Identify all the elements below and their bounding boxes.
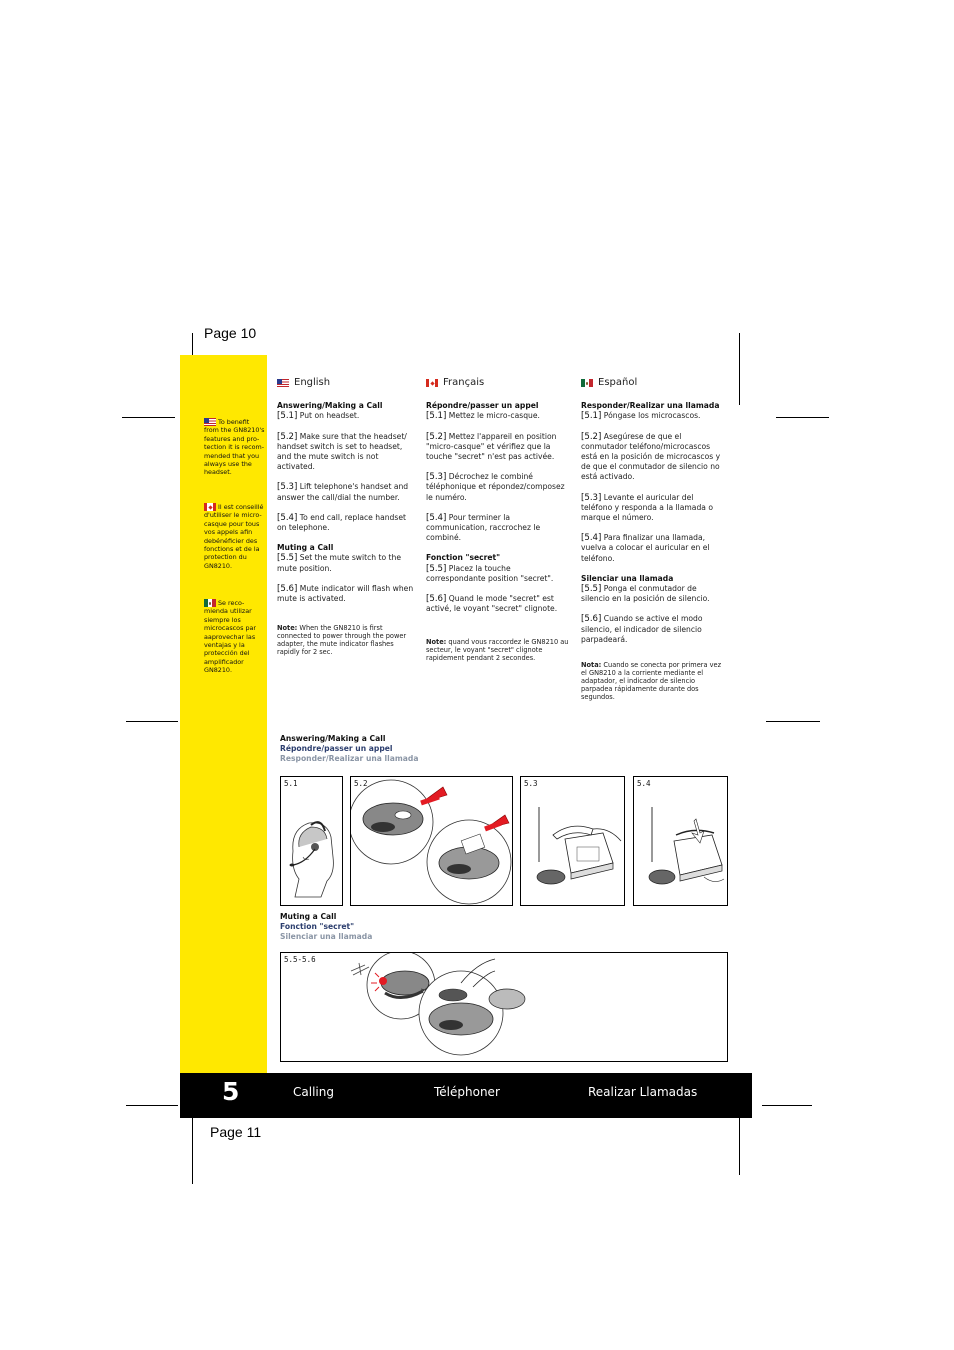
- section-heading: Muting a Call: [277, 543, 334, 553]
- note: Note: quand vous raccordez le GN8210 au secteur, le voyant "secret" clignote rapidement pendant 2 secondes.: [426, 638, 569, 663]
- step: [5.3] Lift telephone's handset and answer the call/dial the number.: [277, 482, 409, 502]
- language-heading: Français: [426, 378, 571, 388]
- chapter-title-spanish: Realizar Llamadas: [588, 1085, 698, 1099]
- figure-caption-muting: Muting a Call Fonction "secret" Silenciar una llamada: [280, 912, 373, 941]
- step: [5.2] Make sure that the headset/ handset switch is set to headset, and the mute switch is not activated.: [277, 431, 407, 472]
- crop-mark: [762, 1105, 812, 1106]
- crop-mark: [122, 417, 175, 418]
- crop-mark: [126, 1105, 178, 1106]
- page-label-bottom: Page 11: [210, 1124, 262, 1140]
- step: [5.1] Put on headset.: [277, 411, 360, 422]
- step: [5.5] Set the mute switch to the mute position.: [277, 553, 401, 573]
- figure-5-3: 5.3: [520, 776, 625, 906]
- canada-flag-icon: [426, 379, 438, 387]
- amplifier-switch-illustration: [351, 777, 512, 905]
- sidebar-note-spanish: Se reco-mienda utilizar siempre los microcascos par aaprovechar las ventajas y la protección del amplificador GN8210.: [204, 599, 257, 675]
- step: [5.1] Póngase los microcascos.: [581, 411, 701, 422]
- figure-5-4: 5.4: [633, 776, 728, 906]
- section-heading: Silenciar una llamada: [581, 573, 674, 583]
- figure-5-5-5-6: 5.5-5.6: [280, 952, 728, 1062]
- chapter-footer-bar: [180, 1073, 752, 1118]
- mexico-flag-icon: [581, 379, 593, 387]
- section-heading: Answering/Making a Call: [277, 401, 383, 411]
- us-flag-icon: [204, 418, 216, 426]
- replacing-handset-illustration: [634, 777, 727, 905]
- section-heading: Fonction "secret": [426, 553, 501, 563]
- section-heading: Répondre/passer un appel: [426, 401, 539, 411]
- step: [5.3] Décrochez le combiné téléphonique et répondez/composez le numéro.: [426, 472, 565, 502]
- crop-mark: [776, 417, 829, 418]
- chapter-number: 5: [222, 1077, 240, 1106]
- language-heading: Español: [581, 378, 726, 388]
- step: [5.1] Mettez le micro-casque.: [426, 411, 540, 422]
- headset-person-illustration: [281, 777, 342, 905]
- note: Nota: Cuando se conecta por primera vez el GN8210 a la corriente mediante el adaptador, el indicador de silencio parpadea rápidamente durante dos segundos.: [581, 661, 722, 702]
- mute-switch-illustration: [281, 953, 727, 1061]
- step: [5.5] Placez la touche correspondante position "secret".: [426, 563, 554, 583]
- step: [5.2] Asegúrese de que el conmutador teléfono/microcascos está en la posición de microcascos y de que el conmutador de silencio no está activado.: [581, 431, 721, 482]
- crop-mark: [766, 721, 820, 722]
- crop-mark: [192, 1115, 193, 1184]
- figure-caption-answering: Answering/Making a Call Répondre/passer un appel Responder/Realizar una llamada: [280, 734, 419, 763]
- canada-flag-icon: [204, 503, 216, 511]
- mexico-flag-icon: [204, 599, 216, 607]
- step: [5.2] Mettez l'appareil en position "micro-casque" et vérifiez que la touche "secret" n'est pas activée.: [426, 431, 557, 462]
- section-heading: Responder/Realizar una llamada: [581, 401, 720, 411]
- us-flag-icon: [277, 379, 289, 387]
- spanish-column: [581, 378, 726, 701]
- page-label-top: Page 10: [204, 325, 257, 341]
- sidebar-note-french: Il est conseillé d'utiliser le micro-casque pour tous vos appels afin debénéficier des fonctions et de la protection du GN8210.: [204, 503, 264, 570]
- crop-mark: [739, 333, 740, 405]
- french-column: [426, 378, 571, 662]
- language-heading: English: [277, 378, 417, 388]
- step: [5.6] Quand le mode "secret" est activé, le voyant "secret" clignote.: [426, 594, 558, 614]
- chapter-title-french: Téléphoner: [434, 1085, 500, 1099]
- step: [5.4] To end call, replace handset on telephone.: [277, 512, 406, 533]
- step: [5.4] Para finalizar una llamada, vuelva a colocar el auricular en el teléfono.: [581, 533, 710, 563]
- crop-mark: [739, 1115, 740, 1175]
- chapter-title-english: Calling: [293, 1085, 334, 1099]
- step: [5.6] Cuando se active el modo silencio, el indicador de silencio parpadeará.: [581, 614, 703, 644]
- figure-5-2: 5.2: [350, 776, 513, 906]
- step: [5.6] Mute indicator will flash when mute is activated.: [277, 583, 414, 604]
- english-column: [277, 378, 417, 656]
- step: [5.4] Pour terminer la communication, raccrochez le combiné.: [426, 512, 541, 543]
- figure-5-1: 5.1: [280, 776, 343, 906]
- lifting-handset-illustration: [521, 777, 624, 905]
- step: [5.5] Ponga el conmutador de silencio en la posición de silencio.: [581, 584, 710, 604]
- crop-mark: [126, 721, 178, 722]
- step: [5.3] Levante el auricular del teléfono y responda a la llamada o marque el número.: [581, 492, 713, 523]
- sidebar-note-english: To benefit from the GN8210's features and pro-tection it is recom-mended that you always use the headset.: [204, 418, 265, 477]
- note: Note: When the GN8210 is first connected to power through the power adapter, the mute indicator flashes rapidly for 2 sec.: [277, 624, 407, 657]
